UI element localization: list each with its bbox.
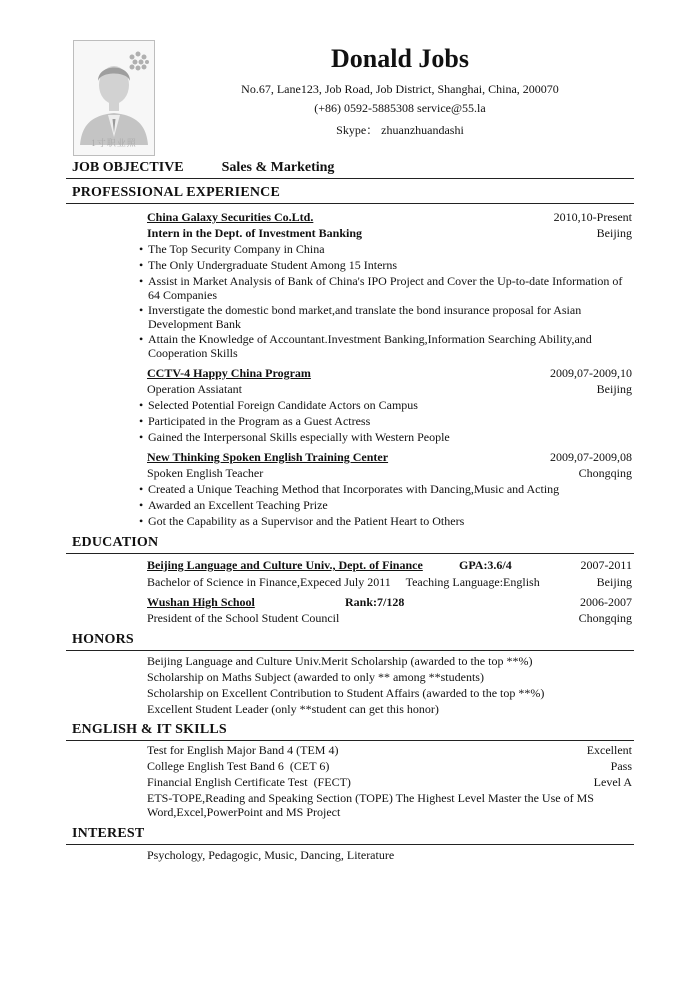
skype: Skype： zhuanzhuandashi: [336, 123, 464, 137]
section-title-experience: PROFESSIONAL EXPERIENCE: [72, 185, 281, 200]
school-location: Beijing: [596, 575, 632, 589]
school-score: GPA:3.6/4: [459, 558, 512, 572]
school-header: [147, 595, 632, 610]
skill-name: Financial English Certificate Test (FECT): [147, 775, 351, 789]
skill-result: Level A: [593, 775, 632, 789]
honor-item: Scholarship on Excellent Contribution to Student Affairs (awarded to the top **%): [147, 686, 545, 700]
company-name: China Galaxy Securities Co.Ltd.: [147, 210, 314, 224]
address: No.67, Lane123, Job Road, Job District, Shanghai, China, 200070: [241, 82, 559, 96]
skill-result: Excellent: [586, 743, 632, 757]
job-role: Intern in the Dept. of Investment Banking: [147, 226, 363, 240]
job-role: Spoken English Teacher: [147, 466, 264, 480]
skill-name: College English Test Band 6 (CET 6): [147, 759, 330, 773]
job-role-row: [147, 226, 632, 241]
list-item: • Created a Unique Teaching Method that Incorporates with Dancing,Music and Acting: [139, 482, 560, 496]
list-item: • Inverstigate the domestic bond market,and translate the bond insurance proposal for Asian Development Bank: [139, 303, 582, 331]
list-item: • Awarded an Excellent Teaching Prize: [139, 498, 328, 512]
school-location: Chongqing: [578, 611, 632, 625]
job-location: Beijing: [596, 226, 632, 240]
school-dates: 2006-2007: [580, 595, 632, 609]
section-title-skills: ENGLISH & IT SKILLS: [72, 722, 227, 737]
list-item: • The Only Undergraduate Student Among 15 Interns: [139, 258, 398, 272]
profile-photo: [73, 40, 155, 156]
school-score: Rank:7/128: [345, 595, 405, 609]
job-header: [147, 210, 632, 225]
job-role-row: [147, 466, 632, 481]
school-detail-row: [147, 575, 632, 590]
school-name: Wushan High School: [147, 595, 255, 609]
skill-result: Pass: [610, 759, 632, 773]
list-item: • Participated in the Program as a Guest Actress: [139, 414, 371, 428]
school-name: Beijing Language and Culture Univ., Dept. of Finance: [147, 558, 423, 572]
section-title-honors: HONORS: [72, 632, 134, 647]
school-dates: 2007-2011: [580, 558, 632, 572]
divider: [66, 740, 634, 741]
skill-row: [147, 743, 632, 758]
job-dates: 2009,07-2009,08: [550, 450, 632, 464]
job-dates: 2009,07-2009,10: [550, 366, 632, 380]
job-role-row: [147, 382, 632, 397]
job-header: [147, 366, 632, 381]
job-location: Beijing: [596, 382, 632, 396]
honor-item: Scholarship on Maths Subject (awarded to only ** among **students): [147, 670, 484, 684]
list-item: • Gained the Interpersonal Skills especially with Western People: [139, 430, 450, 444]
company-name: New Thinking Spoken English Training Center: [147, 450, 389, 464]
divider: [66, 178, 634, 179]
job-role: Operation Assiatant: [147, 382, 242, 396]
job-location: Chongqing: [578, 466, 632, 480]
list-item: • The Top Security Company in China: [139, 242, 325, 256]
section-title-education: EDUCATION: [72, 535, 159, 550]
job-header: [147, 450, 632, 465]
school-detail: President of the School Student Council: [147, 611, 340, 625]
divider: [66, 650, 634, 651]
list-item: • Attain the Knowledge of Accountant.Investment Banking,Information Searching Ability,and Cooperation Skills: [139, 332, 592, 360]
divider: [66, 553, 634, 554]
section-title-interest: INTEREST: [72, 826, 145, 841]
job-objective: [72, 160, 334, 176]
divider: [66, 844, 634, 845]
school-detail: Bachelor of Science in Finance,Expeced July 2011 Teaching Language:English: [147, 575, 540, 589]
skill-name: Test for English Major Band 4 (TEM 4): [147, 743, 339, 757]
interest-text: Psychology, Pedagogic, Music, Dancing, Literature: [147, 848, 395, 862]
list-item: • Selected Potential Foreign Candidate Actors on Campus: [139, 398, 418, 412]
school-header: [147, 558, 632, 573]
objective-label: JOB OBJECTIVE: [72, 160, 184, 175]
phone-email: (+86) 0592-5885308 service@55.la: [314, 101, 486, 115]
list-item: • Assist in Market Analysis of Bank of China's IPO Project and Cover the Up-to-date Information of 64 Companies: [139, 274, 623, 302]
skill-row: [147, 759, 632, 774]
school-detail-row: [147, 611, 632, 626]
photo-caption: 1寸职业照: [91, 138, 137, 148]
objective-value: Sales & Marketing: [221, 160, 335, 175]
company-name: CCTV-4 Happy China Program: [147, 366, 311, 380]
list-item: • Got the Capability as a Supervisor and the Patient Heart to Others: [139, 514, 465, 528]
job-dates: 2010,10-Present: [553, 210, 632, 224]
divider: [66, 203, 634, 204]
honor-item: Excellent Student Leader (only **student can get this honor): [147, 702, 439, 716]
it-skills-text: ETS-TOPE,Reading and Speaking Section (TOPE) The Highest Level Master the Use of MS Word,Excel,PowerPoint and MS Project: [147, 791, 594, 819]
candidate-name: Donald Jobs: [331, 44, 469, 73]
skill-row: [147, 775, 632, 790]
honor-item: Beijing Language and Culture Univ.Merit Scholarship (awarded to the top **%): [147, 654, 533, 668]
